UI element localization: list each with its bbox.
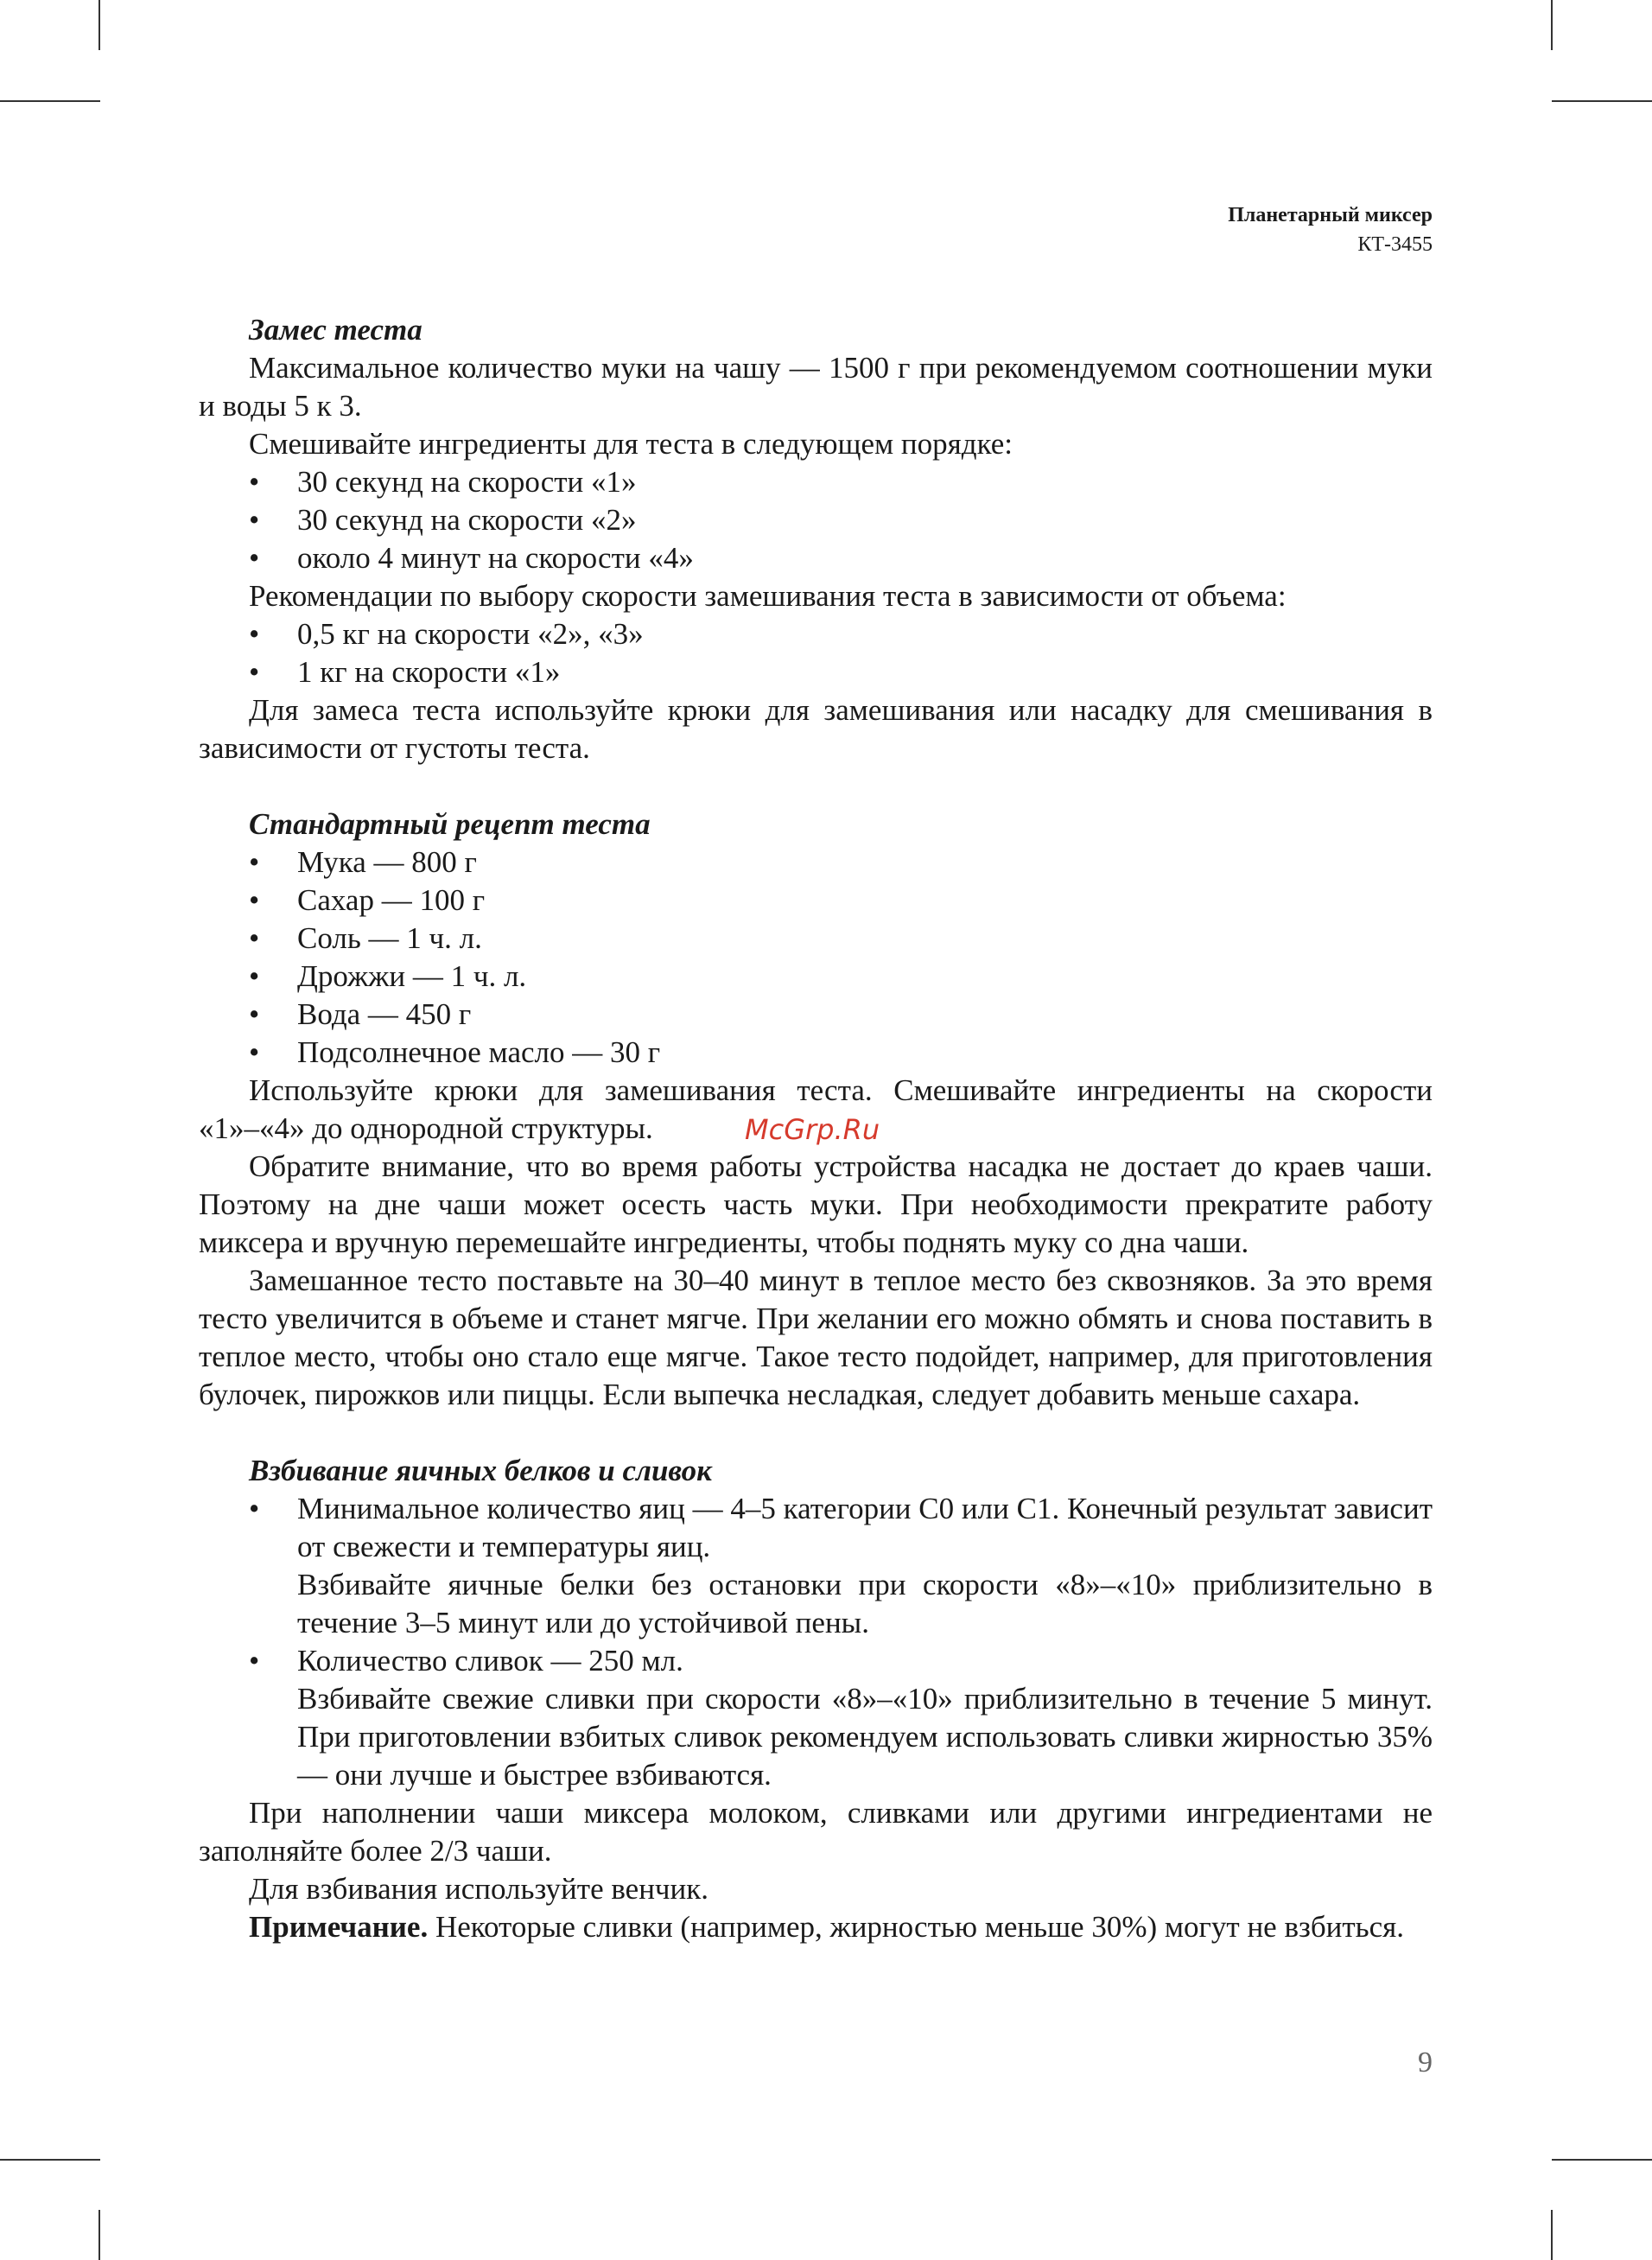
section-title-dough: Замес теста — [249, 313, 423, 347]
crop-mark — [98, 2210, 100, 2260]
list-item-text: Минимальное количество яиц — 4–5 категории С0 или С1. Конечный результат зависит от свежести и температуры яиц. — [297, 1492, 1433, 1563]
paragraph: Замешанное тесто поставьте на 30–40 минут в теплое место без сквозняков. За это время тесто увеличится в объеме и станет мягче. При желании его можно обмять и снова поставить в теплое место, чтобы оно стало еще мягче. Такое тесто подойдет, например, для приготовления булочек, пирожков или пиццы. Если выпечка несладкая, следует добавить меньше сахара. — [199, 1264, 1433, 1411]
list-item: • 30 секунд на скорости «1» — [199, 463, 1433, 501]
list-item-subtext: Взбивайте свежие сливки при скорости «8»–«10» приблизительно в течение 5 минут. При приготовлении взбитых сливок рекомендуем использовать сливки жирностью 35% — они лучше и быстрее взбиваются. — [297, 1682, 1433, 1792]
crop-mark — [1551, 0, 1553, 50]
paragraph: Обратите внимание, что во время работы устройства насадка не достает до краев чаши. Поэтому на дне чаши может осесть часть муки. При необходимости прекратите работу миксера и вручную перемешайте ингредиенты, чтобы поднять муку со дна чаши. — [199, 1149, 1433, 1259]
list-item-text: Количество сливок — 250 мл. — [297, 1644, 683, 1677]
note-text: Некоторые сливки (например, жирностью меньше 30%) могут не взбиться. — [428, 1910, 1404, 1944]
list-item — [199, 1642, 1433, 1794]
paragraph: Используйте крюки для замешивания теста. Смешивайте ингредиенты на скорости «1»–«4» до однородной структуры. — [199, 1073, 1433, 1145]
list-item: • Сахар — 100 г — [199, 882, 1433, 920]
paragraph: Для замеса теста используйте крюки для замешивания или насадку для смешивания в зависимости от густоты теста. — [199, 693, 1433, 765]
paragraph: Для взбивания используйте венчик. — [249, 1872, 709, 1906]
list-item: • Дрожжи — 1 ч. л. — [199, 958, 1433, 996]
list-item: • Подсолнечное масло — 30 г — [199, 1034, 1433, 1072]
header-model: КТ-3455 — [1357, 233, 1433, 256]
volume-speed-list — [199, 615, 1433, 691]
crop-mark — [98, 0, 100, 50]
crop-mark — [1552, 100, 1652, 102]
paragraph: Смешивайте ингредиенты для теста в следующем порядке: — [249, 427, 1013, 461]
list-item: • 0,5 кг на скорости «2», «3» — [199, 615, 1433, 653]
paragraph: Максимальное количество муки на чашу — 1500 г при рекомендуемом соотношении муки и воды 5 к 3. — [199, 351, 1433, 423]
header-title: Планетарный миксер — [1228, 204, 1433, 226]
page-number: 9 — [1418, 2047, 1433, 2079]
note-paragraph — [199, 1908, 1433, 1946]
list-item: • около 4 минут на скорости «4» — [199, 539, 1433, 577]
paragraph: Рекомендации по выбору скорости замешивания теста в зависимости от объема: — [249, 579, 1287, 613]
page-header — [1228, 201, 1433, 259]
list-item: • 1 кг на скорости «1» — [199, 653, 1433, 691]
list-item — [199, 1490, 1433, 1642]
crop-mark — [0, 100, 100, 102]
list-item: • Вода — 450 г — [199, 996, 1433, 1034]
list-item: • 30 секунд на скорости «2» — [199, 501, 1433, 539]
list-item: • Соль — 1 ч. л. — [199, 920, 1433, 958]
list-item-subtext: Взбивайте яичные белки без остановки при скорости «8»–«10» приблизительно в течение 3–5 минут или до устойчивой пены. — [297, 1568, 1433, 1639]
whipping-list — [199, 1490, 1433, 1794]
crop-mark — [1552, 2159, 1652, 2161]
list-item: • Мука — 800 г — [199, 844, 1433, 882]
watermark-link[interactable]: McGrp.Ru — [745, 1113, 880, 1146]
section-title-whipping: Взбивание яичных белков и сливок — [249, 1454, 712, 1487]
note-label: Примечание. — [249, 1910, 429, 1944]
crop-mark — [1551, 2210, 1553, 2260]
paragraph: При наполнении чаши миксера молоком, сливками или другими ингредиентами не заполняйте более 2/3 чаши. — [199, 1796, 1433, 1868]
crop-mark — [0, 2159, 100, 2161]
speed-order-list — [199, 463, 1433, 577]
section-title-recipe: Стандартный рецепт теста — [249, 807, 651, 841]
ingredient-list — [199, 844, 1433, 1072]
